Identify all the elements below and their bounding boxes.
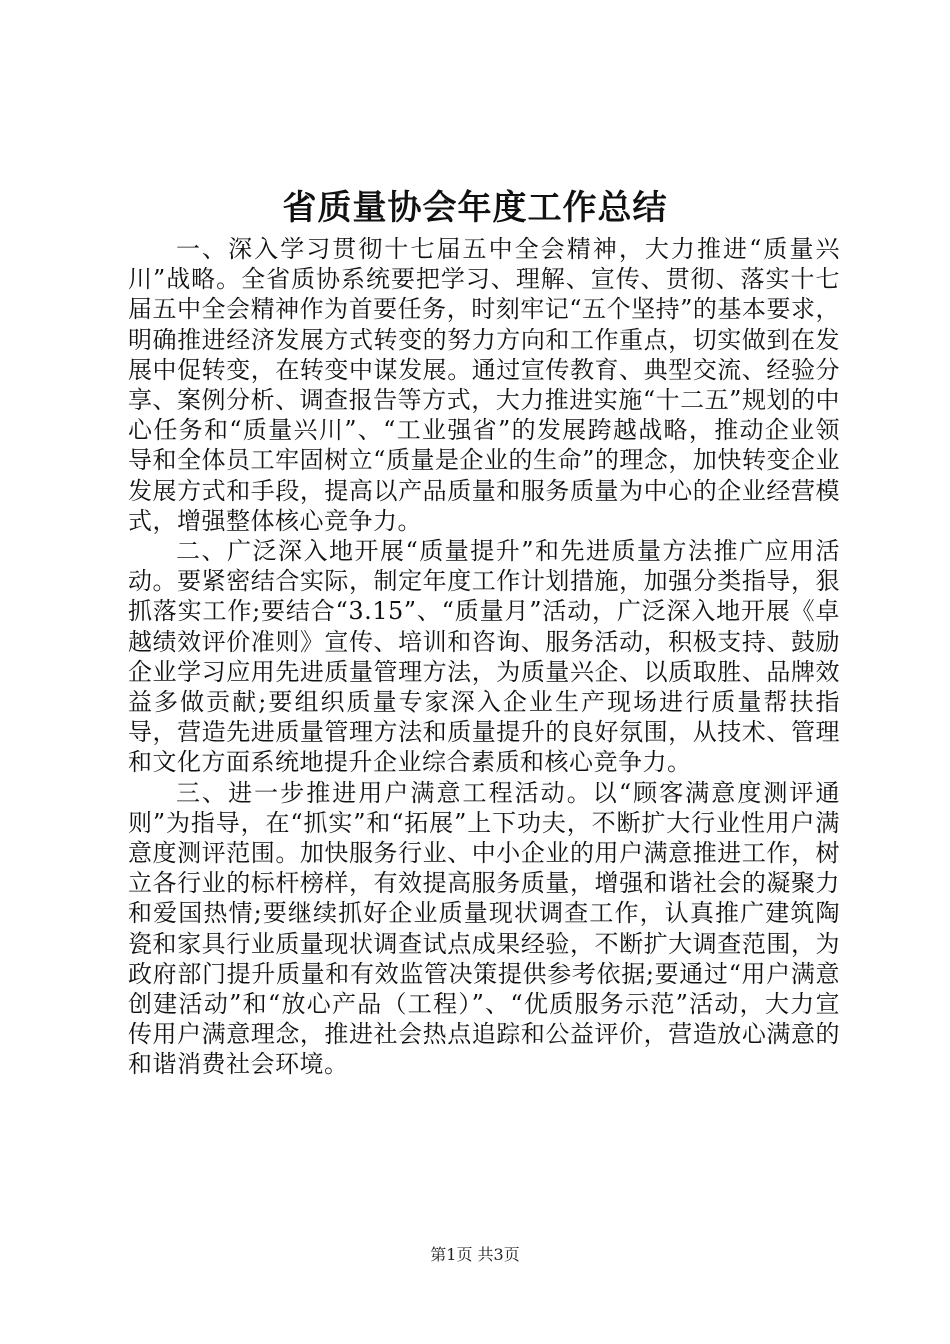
paragraph-2: 二、广泛深入地开展“质量提升”和先进质量方法推广应用活动。要紧密结合实际，制定年度工作计划措施，加强分类指导，狠抓落实工作;要结合“3.15”、“质量月”活动，广泛深入地开展《卓越绩效评价准则》宣传、培训和咨询、服务活动，积极支持、鼓励企业学习应用先进质量管理方法，为质量兴企、以质取胜、品牌效益多做贡献;要组织质量专家深入企业生产现场进行质量帮扶指导，营造先进质量管理方法和质量提升的良好氛围，从技术、管理和文化方面系统地提升企业综合素质和核心竞争力。 [128, 537, 840, 777]
paragraph-1: 一、深入学习贯彻十七届五中全会精神，大力推进“质量兴川”战略。全省质协系统要把学习、理解、宣传、贯彻、落实十七届五中全会精神作为首要任务，时刻牢记“五个坚持”的基本要求，明确推进经济发展方式转变的努力方向和工作重点，切实做到在发展中促转变，在转变中谋发展。通过宣传教育、典型交流、经验分享、案例分析、调查报告等方式，大力推进实施“十二五”规划的中心任务和“质量兴川”、“工业强省”的发展跨越战略，推动企业领导和全体员工牢固树立“质量是企业的生命”的理念，加快转变企业发展方式和手段，提高以产品质量和服务质量为中心的企业经营模式，增强整体核心竞争力。 [128, 235, 840, 535]
page-number-footer: 第1页 共3页 [430, 1245, 520, 1264]
paragraph-3: 三、进一步推进用户满意工程活动。以“顾客满意度测评通则”为指导，在“抓实”和“拓展”上下功夫，不断扩大行业性用户满意度测评范围。加快服务行业、中小企业的用户满意推进工作，树立各行业的标杆榜样，有效提高服务质量，增强和谐社会的凝聚力和爱国热情;要继续抓好企业质量现状调查工作，认真推广建筑陶瓷和家具行业质量现状调查试点成果经验，不断扩大调查范围，为政府部门提升质量和有效监管决策提供参考依据;要通过“用户满意创建活动”和“放心产品（工程）”、“优质服务示范”活动，大力宣传用户满意理念，推进社会热点追踪和公益评价，营造放心满意的和谐消费社会环境。 [128, 778, 840, 1079]
document-body [128, 234, 840, 1080]
document-title: 省质量协会年度工作总结 [282, 188, 668, 228]
